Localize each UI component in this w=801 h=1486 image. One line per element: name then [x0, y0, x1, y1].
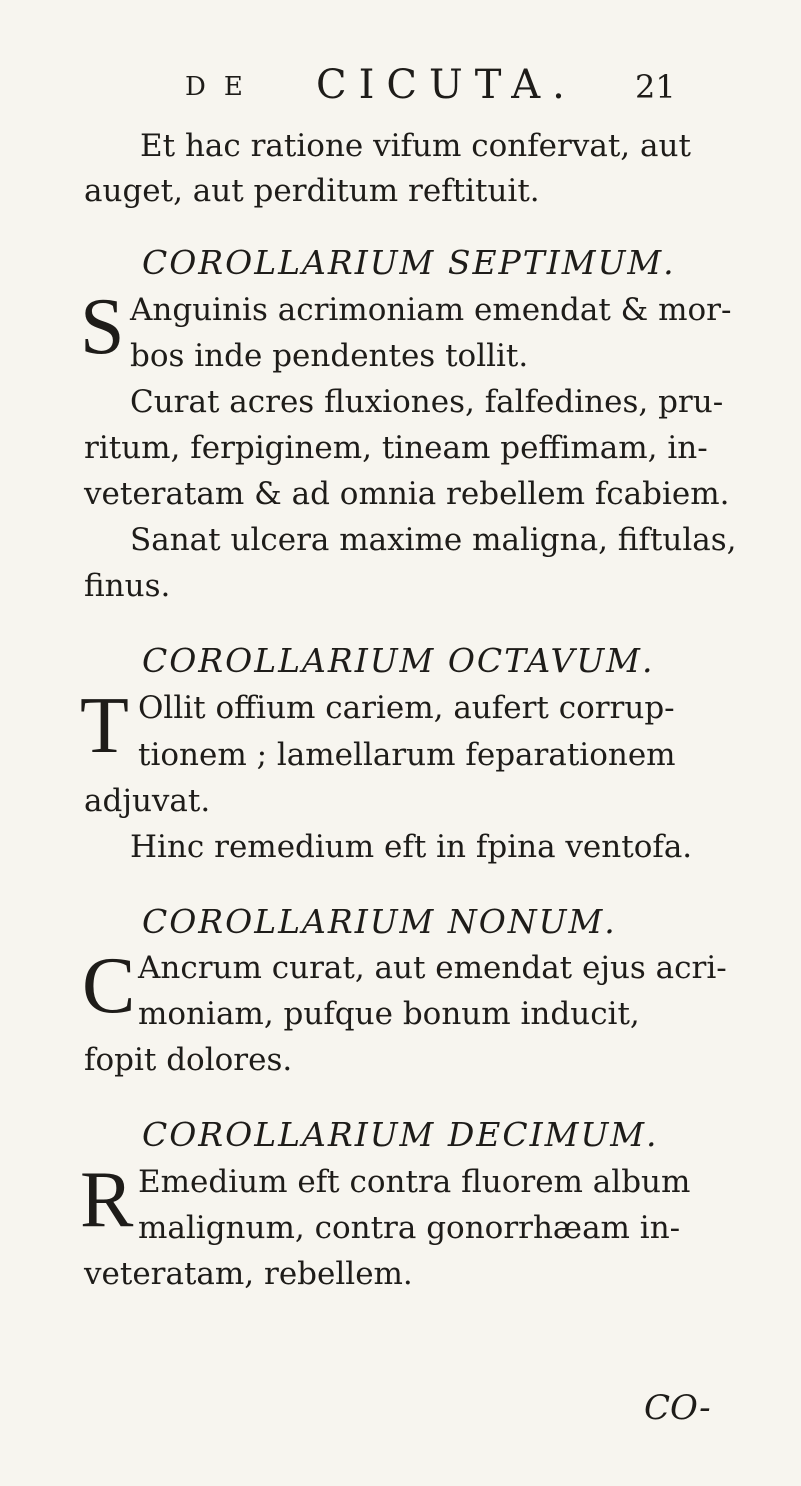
page-number: 21 — [635, 68, 676, 106]
section-7-line-1: Anguinis acrimoniam emendat & mor- — [130, 292, 732, 328]
section-7-line-4: ritum, ferpiginem, tineam peffimam, in- — [84, 430, 708, 466]
section-7-heading: COROLLARIUM SEPTIMUM. — [142, 243, 676, 282]
section-9-line-1: Ancrum curat, aut emendat ejus acri- — [138, 950, 727, 986]
section-8-heading: COROLLARIUM OCTAVUM. — [142, 641, 655, 680]
section-10-line-1: Emedium eft contra fluorem album — [138, 1164, 691, 1200]
section-10-heading: COROLLARIUM DECIMUM. — [142, 1115, 659, 1154]
section-8-line-3: adjuvat. — [84, 783, 211, 819]
intro-line-2: auget, aut perditum reftituit. — [84, 173, 540, 209]
section-7-dropcap: S — [80, 283, 125, 371]
section-8-dropcap: T — [80, 682, 129, 770]
section-8-line-1: Ollit offium cariem, aufert corrup- — [138, 690, 675, 726]
section-8-line-4: Hinc remedium eft in fpina ventofa. — [130, 829, 693, 865]
intro-line-1: Et hac ratione vifum confervat, aut — [140, 128, 691, 164]
section-7-line-3: Curat acres fluxiones, falfedines, pru- — [130, 384, 724, 420]
catchword: CO- — [644, 1388, 711, 1428]
header-de: DE — [185, 72, 261, 102]
running-header — [0, 62, 801, 116]
section-9-line-3: fopit dolores. — [84, 1042, 293, 1078]
section-10-line-3: veteratam, rebellem. — [84, 1256, 413, 1292]
header-title: CICUTA. — [316, 62, 577, 108]
section-9-dropcap: C — [82, 942, 136, 1030]
section-7-line-7: finus. — [84, 568, 171, 604]
section-10-line-2: malignum, contra gonorrhæam in- — [138, 1210, 681, 1246]
section-7-line-2: bos inde pendentes tollit. — [130, 338, 529, 374]
section-9-heading: COROLLARIUM NONUM. — [142, 902, 617, 941]
section-7-line-5: veteratam & ad omnia rebellem fcabiem. — [84, 476, 730, 512]
section-10-dropcap: R — [80, 1156, 134, 1244]
section-8-line-2: tionem ; lamellarum feparationem — [138, 737, 676, 773]
section-7-line-6: Sanat ulcera maxime maligna, fiftulas, — [130, 522, 737, 558]
section-9-line-2: moniam, pufque bonum inducit, — [138, 996, 640, 1032]
